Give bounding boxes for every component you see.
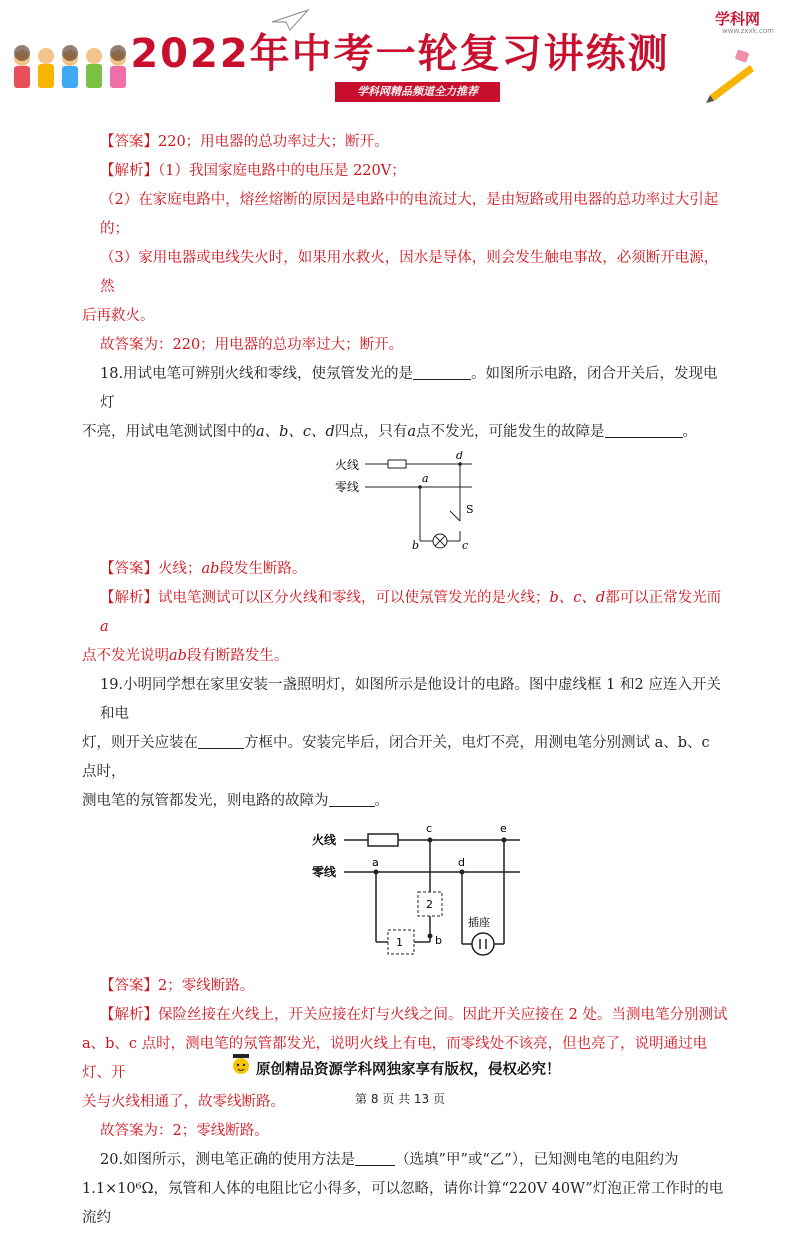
page-number: 第 8 页 共 13 页 — [355, 1092, 445, 1106]
q18-blank-2 — [605, 421, 683, 438]
q18-fig-b: b — [412, 539, 420, 551]
q17-analysis-3a: （3）家用电器或电线失火时，如果用水救火，因水是导体，则会发生触电事故，必须断开电源，然 — [100, 250, 719, 295]
q19-blank-1 — [198, 732, 244, 749]
q17-analysis-1: 【解析】（1）我国家庭电路中的电压是 220V； — [100, 163, 406, 179]
q18-fig-s: S — [466, 503, 474, 516]
q19-blank-2 — [329, 790, 375, 807]
q18-fig-a: a — [422, 472, 429, 485]
q18-stem-line2: 不亮，用试电笔测试图中的a、b、c、d四点，只有a点不发光，可能发生的故障是 。 — [82, 418, 728, 447]
q19-fig-b: b — [435, 934, 442, 947]
q20-stem-line1: 20.如图所示，测电笔正确的使用方法是 （选填”甲”或“乙”），已知测电笔的电阻约为 — [100, 1146, 728, 1175]
q18-circuit-figure — [100, 451, 728, 551]
footer-copyright: 原创精品资源学科网独家享有版权，侵权必究！ — [256, 1062, 561, 1078]
q19-fig-e: e — [500, 822, 507, 835]
q19-fig-live-label: 火线 — [312, 833, 337, 847]
q19-fig-socket-label: 插座 — [468, 916, 490, 929]
q19-stem-line1: 19.小明同学想在家里安装一盏照明灯，如图所示是他设计的电路。图中虚线框 1 和2 应连入开关和电 — [100, 677, 721, 722]
banner-title: 2022年中考一轮复习讲练测 — [130, 31, 670, 77]
q20-blank-1 — [355, 1149, 395, 1166]
banner-subtitle: 学科网精品频道全力推荐 — [335, 82, 500, 102]
q19-analysis-3: 关与火线相通了，故零线断路。 — [82, 1094, 285, 1110]
header-banner — [0, 0, 800, 110]
q18-answer: 【答案】火线；ab段发生断路。 — [100, 561, 307, 577]
q19-stem-line2: 灯，则开关应装在 方框中。安装完毕后，闭合开关，电灯不亮，用测电笔分别测试 a、b、c 点时， — [82, 729, 728, 787]
q17-final: 故答案为：220；用电器的总功率过大；断开。 — [100, 337, 404, 353]
pencil-icon — [700, 45, 760, 105]
svg-text:1: 1 — [396, 936, 403, 949]
q19-analysis-1: 【解析】保险丝接在火线上，开关应接在灯与火线之间。因此开关应接在 2 处。当测电笔分别测试 — [100, 1007, 728, 1023]
q19-fig-neutral-label: 零线 — [312, 865, 337, 879]
scholar-mascot-icon — [230, 1052, 252, 1078]
q18-analysis-cont: 点不发光说明ab段有断路发生。 — [82, 648, 289, 664]
q18-fuse — [388, 460, 406, 468]
children-illustration — [8, 40, 133, 100]
q17-analysis-2: （2）在家庭电路中，熔丝熔断的原因是电路中的电流过大，是由短路或用电器的总功率过大引起的； — [100, 192, 719, 237]
q18-analysis: 【解析】试电笔测试可以区分火线和零线，可以使氖管发光的是火线；b、c、d都可以正常发光而a — [100, 590, 722, 635]
q18-fig-neutral-label: 零线 — [335, 480, 360, 494]
q19-fig-c: c — [426, 822, 433, 835]
site-logo-url: www.zxxk.com — [722, 27, 774, 35]
q20-stem-line2: 1.1×10⁶Ω，氖管和人体的电阻比它小得多，可以忽略，请你计算“220V 40W”灯泡正常工作时的电流约 — [82, 1181, 724, 1226]
q18-stem-line1: 18.用试电笔可辨别火线和零线，使氖管发光的是 。如图所示电路，闭合开关后，发现电灯 — [100, 360, 728, 418]
q19-answer: 【答案】2；零线断路。 — [100, 978, 255, 994]
q19-stem-line3: 测电笔的氖管都发光，则电路的故障为 。 — [82, 787, 728, 816]
q19-fig-d: d — [458, 856, 465, 869]
q18-blank-1 — [413, 363, 471, 380]
q18-fig-c: c — [462, 539, 469, 551]
q17-analysis-3b: 后再救火。 — [82, 308, 155, 324]
q19-circuit-figure — [100, 820, 728, 968]
q18-fig-d: d — [456, 451, 464, 462]
q19-final: 故答案为：2；零线断路。 — [100, 1123, 269, 1139]
q19-analysis-2: a、b、c 点时，测电笔的氖管都发光，说明火线上有电，而零线处不该亮，但也亮了，说明通过电灯、开 — [82, 1036, 708, 1081]
q19-fuse — [368, 834, 398, 846]
svg-text:2: 2 — [426, 898, 433, 911]
site-logo: 学科网 — [715, 10, 761, 28]
q18-fig-live-label: 火线 — [335, 458, 360, 472]
q17-answer: 【答案】220；用电器的总功率过大；断开。 — [100, 134, 389, 150]
q19-socket — [472, 933, 494, 955]
q19-fig-a: a — [372, 856, 379, 869]
